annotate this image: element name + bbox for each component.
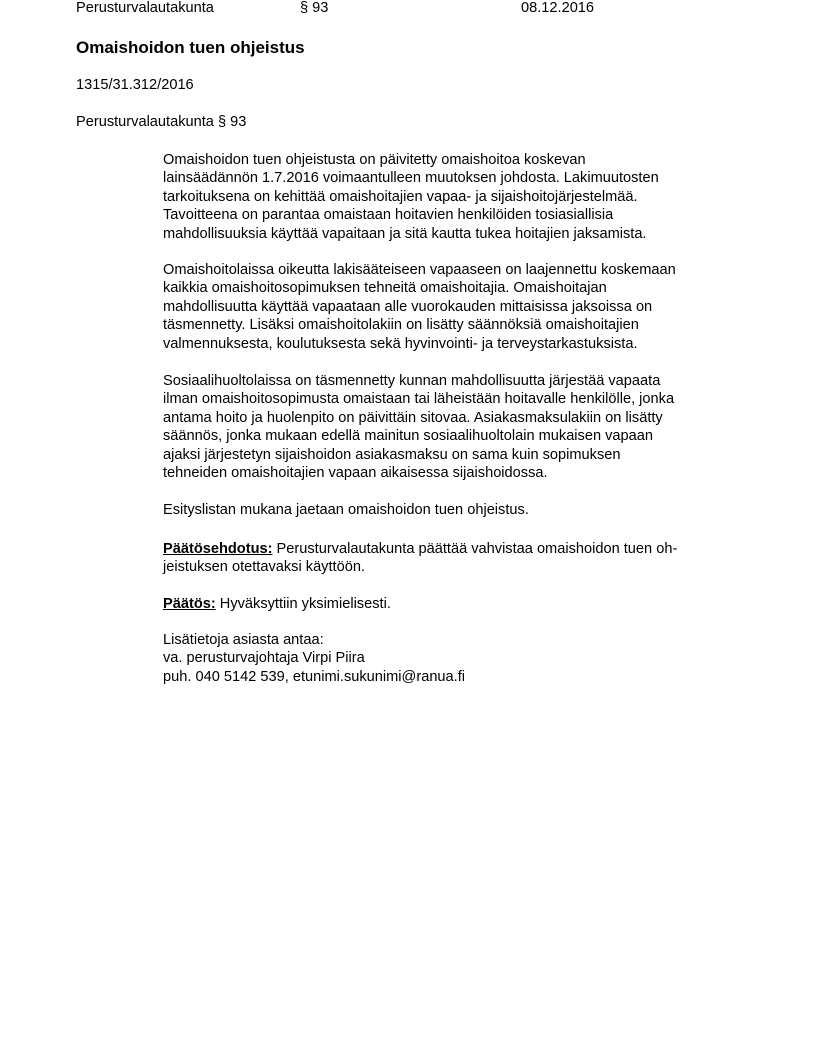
decision	[163, 595, 391, 613]
committee-section: Perusturvalautakunta § 93	[76, 114, 247, 130]
text-line: tehneiden omaishoitajien vapaan aikaisessa sijaishoidossa.	[163, 464, 548, 481]
header-committee: Perusturvalautakunta	[76, 0, 214, 16]
decision-text: Hyväksyttiin yksimielisesti.	[215, 596, 391, 612]
header-date: 08.12.2016	[521, 0, 595, 16]
text-line: Tavoitteena on parantaa omaistaan hoitavien henkilöiden tosiasiallisia	[163, 207, 614, 224]
paragraph-1	[163, 151, 659, 243]
contact-info	[163, 631, 465, 686]
text-line: Omaishoitolaissa oikeutta lakisääteiseen vapaaseen on laajennettu koskemaan	[163, 262, 676, 278]
text-line: ajaksi järjestetyn sijaishoidon asiakasmaksu on sama kuin sopimuksen	[163, 446, 621, 463]
contact-line: Lisätietoja asiasta antaa:	[163, 632, 324, 648]
text-line: mahdollisuutta käyttää vapaataan alle vuorokauden mittaisissa jaksoissa on	[163, 298, 653, 315]
page-title: Omaishoidon tuen ohjeistus	[76, 38, 305, 57]
text-line: valmennuksesta, koulutuksesta sekä hyvinvointi- ja terveystarkastuksista.	[163, 335, 638, 352]
header-section: § 93	[300, 0, 329, 16]
text-line: täsmennetty. Lisäksi omaishoitolakiin on lisätty säännöksiä omaishoitajien	[163, 317, 639, 334]
text-line: mahdollisuuksia käyttää vapaitaan ja sitä kautta tukea hoitajien jaksamista.	[163, 225, 647, 242]
proposal-text: Perusturvalautakunta päättää vahvistaa omaishoidon tuen oh-	[272, 541, 678, 557]
text-line: Omaishoidon tuen ohjeistusta on päivitetty omaishoitoa koskevan	[163, 152, 586, 168]
text-line: säännös, jonka mukaan edellä mainitun sosiaalihuoltolain mukaisen vapaan	[163, 428, 654, 445]
text-line: kaikkia omaishoitosopimuksen tehneitä omaishoitajia. Omaishoitajan	[163, 280, 607, 297]
decision-proposal	[163, 540, 677, 577]
paragraph-3	[163, 372, 674, 482]
proposal-text: jeistuksen otettavaksi käyttöön.	[163, 559, 365, 576]
text-line: Sosiaalihuoltolaissa on täsmennetty kunnan mahdollisuutta järjestää vapaata	[163, 373, 661, 389]
decision-label: Päätös:	[163, 596, 216, 612]
text-line: ilman omaishoitosopimusta omaistaan tai läheistään hoitavalle henkilölle, jonka	[163, 391, 675, 408]
case-number: 1315/31.312/2016	[76, 77, 194, 93]
paragraph-2	[163, 261, 676, 353]
paragraph-4	[163, 501, 529, 519]
text-line: tarkoituksena on kehittää omaishoitajien vapaa- ja sijaishoitojärjestelmää.	[163, 188, 638, 205]
text-line: Esityslistan mukana jaetaan omaishoidon tuen ohjeistus.	[163, 502, 529, 518]
text-line: antama hoito ja huolenpito on päivittäin sitovaa. Asiakasmaksulakiin on lisätty	[163, 409, 663, 426]
proposal-label: Päätösehdotus:	[163, 541, 273, 557]
contact-line: puh. 040 5142 539, etunimi.sukunimi@ranua.fi	[163, 668, 466, 685]
text-line: lainsäädännön 1.7.2016 voimaantulleen muutoksen johdosta. Lakimuutosten	[163, 170, 659, 187]
contact-line: va. perusturvajohtaja Virpi Piira	[163, 650, 365, 667]
